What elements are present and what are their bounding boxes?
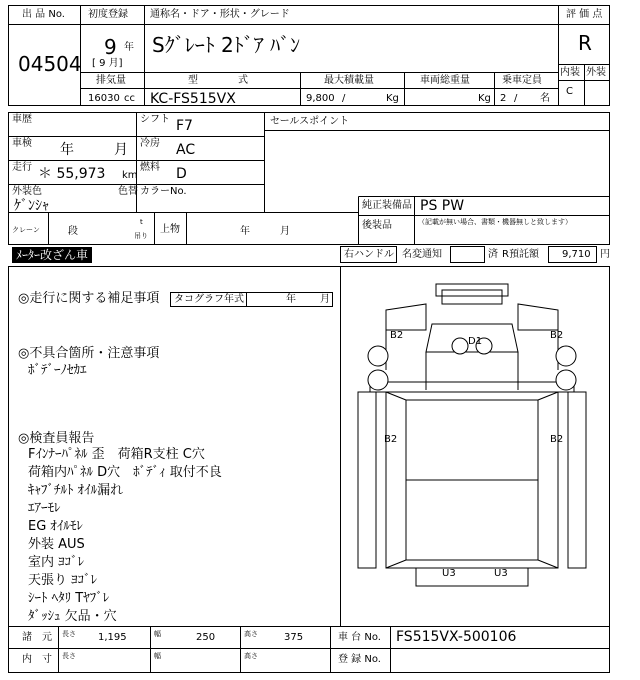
inspection-label: 車検 — [12, 138, 32, 149]
capacity-unit: 名 — [540, 93, 550, 104]
ac-value: AC — [176, 142, 196, 158]
first-registration-label: 初度登録 — [88, 9, 128, 20]
aftermarket-note: （記載が無い場合、書類・機器無しと致します） — [418, 218, 572, 226]
grade-label: 評 価 点 — [566, 9, 603, 20]
damage-mark-right-side: B2 — [550, 434, 564, 445]
displacement-value: 16030 — [88, 93, 120, 104]
type-value: KC-FS515VX — [150, 91, 236, 107]
meter-tamper-badge: ﾒｰﾀｰ改ざん車 — [12, 247, 92, 263]
inspector-report-line: 荷箱内ﾊﾟﾈﾙ D穴 ﾎﾞﾃﾞｨ 取付不良 — [28, 465, 222, 480]
recycle-value: 9,710 — [562, 249, 591, 260]
inspector-report-line: EG ｵｲﾙﾓﾚ — [28, 519, 83, 534]
displacement-label: 排気量 — [96, 75, 126, 86]
shift-value: F7 — [176, 118, 193, 134]
max-load-label: 最大積載量 — [324, 75, 374, 86]
mileage-value: ＊ 55,973 — [38, 166, 106, 182]
shift-label: シフト — [140, 114, 170, 125]
length-value: 1,195 — [98, 632, 127, 643]
max-load-unit: Kg — [386, 93, 399, 104]
color-change-label: 色替 — [118, 186, 138, 197]
interior-dims-label: 内 寸 — [22, 654, 52, 665]
gross-weight-unit: Kg — [478, 93, 491, 104]
crane-hanging: 吊り — [134, 232, 148, 240]
lot-number: 04504 — [18, 52, 82, 76]
inspection-year: 年 — [60, 142, 74, 158]
max-load-value: 9,800 — [306, 93, 335, 104]
inspector-report-line: ｼｰﾄ ﾍﾀﾘ Tﾔﾌﾞﾚ — [28, 591, 110, 606]
mileage-label: 走行 — [12, 162, 32, 173]
sales-point-label: セールスポイント — [270, 116, 350, 127]
interior-grade-label: 内装 — [560, 67, 580, 78]
steering-position: 右ハンドル — [344, 249, 394, 260]
registration-label: 登 録 No. — [338, 654, 381, 665]
exterior-grade-label: 外装 — [586, 67, 606, 78]
color-label: 外装色 — [12, 186, 42, 197]
fuel-value: D — [176, 166, 187, 182]
equipment-value: PS PW — [420, 198, 465, 214]
fuel-label: 燃料 — [140, 162, 160, 173]
inspector-report-line: 外装 AUS — [28, 537, 85, 552]
damage-mark-rear-right: U3 — [494, 568, 508, 579]
width-value: 250 — [196, 632, 216, 643]
model-name: Sｸﾞﾚｰﾄ 2ﾄﾞｱ ﾊﾞﾝ — [152, 33, 301, 57]
upper-body-year: 年 — [240, 226, 250, 237]
tachograph-month: 月 — [320, 294, 330, 305]
width-label: 幅 — [154, 630, 161, 638]
gross-weight-label: 車両総重量 — [420, 75, 470, 86]
driving-notes-label: ◎走行に関する補足事項 — [18, 291, 160, 306]
lot-number-label: 出 品 No. — [22, 9, 65, 20]
dimensions-label: 諸 元 — [22, 632, 52, 643]
displacement-unit: cc — [124, 93, 135, 104]
inspector-report-line: ｴｱｰﾓﾚ — [28, 501, 61, 516]
crane-label: クレーン — [12, 226, 40, 234]
mileage-unit: km — [122, 170, 138, 181]
defects-label: ◎不具合箇所・注意事項 — [18, 346, 160, 361]
year-unit: 年 — [124, 42, 134, 53]
history-label: 車歴 — [12, 114, 32, 125]
type-label: 型 式 — [188, 75, 248, 86]
inspector-report-line: 室内 ﾖｺﾞﾚ — [28, 555, 85, 570]
damage-mark-rear-left: U3 — [442, 568, 456, 579]
color-no-label: カラーNo. — [140, 186, 187, 197]
height-value: 375 — [284, 632, 304, 643]
length-label: 長さ — [62, 630, 76, 638]
recycle-unit: 円 — [600, 249, 610, 260]
recycle-prefix: 済 — [488, 249, 498, 260]
interior-grade-value: C — [566, 86, 573, 97]
first-registration-month: [ 9 月] — [92, 58, 123, 69]
model-label: 通称名・ドア・形状・グレード — [150, 9, 290, 20]
inspector-report-line: ﾀﾞｯｼｭ 欠品・穴 — [28, 609, 117, 624]
interior-width-label: 幅 — [154, 652, 161, 660]
damage-mark-front: D1 — [468, 336, 483, 347]
defects-text: ﾎﾞﾃﾞｰﾉｾｶｴ — [28, 363, 87, 378]
tachograph-label: タコグラフ年式 — [174, 294, 244, 305]
interior-length-label: 長さ — [62, 652, 76, 660]
recycle-label: R預託額 — [502, 249, 539, 260]
color-value: ｹﾞﾝｼｬ — [14, 198, 49, 214]
upper-body-month: 月 — [280, 226, 290, 237]
tachograph-year: 年 — [286, 294, 296, 305]
height-label: 高さ — [244, 630, 258, 638]
capacity-slash: / — [514, 93, 518, 104]
inspector-report-line: ｷｬﾌﾞﾁﾙﾄ ｵｲﾙ漏れ — [28, 483, 124, 498]
name-change-label: 名変通知 — [402, 249, 442, 260]
interior-height-label: 高さ — [244, 652, 258, 660]
inspector-report-label: ◎検査員報告 — [18, 431, 95, 446]
chassis-label: 車 台 No. — [338, 632, 381, 643]
crane-ton: t — [140, 218, 143, 226]
grade-value: R — [578, 31, 592, 55]
crane-stage: 段 — [68, 226, 78, 237]
first-registration-year: 9 — [104, 35, 117, 59]
aftermarket-label: 後装品 — [362, 220, 392, 231]
chassis-value: FS515VX-500106 — [396, 629, 517, 645]
damage-mark-front-left: B2 — [390, 330, 404, 341]
capacity-label: 乗車定員 — [502, 75, 542, 86]
capacity-value: 2 — [500, 93, 507, 104]
upper-body-label: 上物 — [160, 224, 180, 235]
damage-mark-front-right: B2 — [550, 330, 564, 341]
inspector-report-line: 天張り ﾖｺﾞﾚ — [28, 573, 98, 588]
damage-mark-left-side: B2 — [384, 434, 398, 445]
inspection-month: 月 — [114, 142, 128, 158]
inspector-report-line: Fｲﾝﾅｰﾊﾟﾈﾙ 歪 荷箱R支柱 C穴 — [28, 447, 205, 462]
max-load-slash: / — [342, 93, 346, 104]
inspector-report-list — [28, 446, 222, 626]
ac-label: 冷房 — [140, 138, 160, 149]
equipment-label: 純正装備品 — [362, 200, 412, 211]
